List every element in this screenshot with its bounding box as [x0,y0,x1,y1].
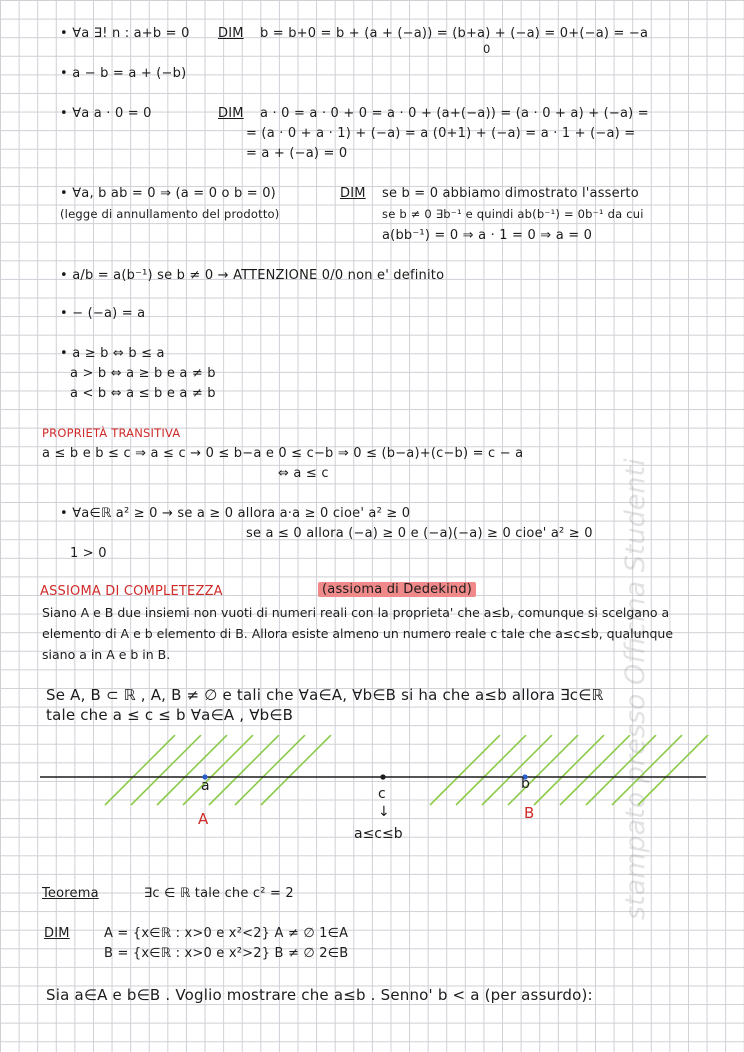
transitive-line-2: ⇔ a ≤ c [278,466,329,481]
null-product-note: (legge di annullamento del prodotto) [60,207,280,221]
proof-opposite-zero: 0 [483,42,491,56]
hatch-stroke [534,735,604,805]
dedekind-figure [0,735,744,865]
prop-order-1: • a ≥ b ⇔ b ≤ a [60,346,165,361]
proof-times-zero-2: = (a · 0 + a · 1) + (−a) = a (0+1) + (−a) = a · 1 + (−a) = [246,126,636,141]
proof-opposite: b = b+0 = b + (a + (−a)) = (b+a) + (−a) = 0+(−a) = −a [260,26,649,41]
theorem-title: Teorema [42,886,99,901]
label-set-a: A [198,810,209,828]
dim-label-3: DIM [340,186,366,201]
prop-times-zero: • ∀a a · 0 = 0 [60,106,152,121]
hatch-stroke [209,735,279,805]
label-inequality: a≤c≤b [354,826,403,842]
label-c: c [378,786,386,802]
axiom-text: Siano A e B due insiemi non vuoti di numeri reali con la proprieta' che a≤b, comunque si scelgano a elemento di A e b elemento di B. Allora esiste almeno un numero reale c tale che a≤c≤b, qualunque siano a in A e b in B. [42,605,674,662]
hatch-stroke [482,735,552,805]
dim-label-2: DIM [218,106,244,121]
prop-order-2: a > b ⇔ a ≥ b e a ≠ b [70,366,216,381]
prop-double-negation: • − (−a) = a [60,306,146,321]
one-positive: 1 > 0 [70,546,107,561]
theorem-set-b: B = {x∈ℝ : x>0 e x²>2} B ≠ ∅ 2∈B [104,946,349,961]
axiom-formal-2: tale che a ≤ c ≤ b ∀a∈A , ∀b∈B [46,706,294,724]
prop-order-3: a < b ⇔ a ≤ b e a ≠ b [70,386,216,401]
hatch-stroke [183,735,253,805]
theorem-statement: ∃c ∈ ℝ tale che c² = 2 [144,886,294,901]
point-c [380,774,385,779]
square-nonneg-2: se a ≤ 0 allora (−a) ≥ 0 e (−a)(−a) ≥ 0 cioe' a² ≥ 0 [246,526,593,541]
hatch-stroke [157,735,227,805]
hatch-stroke [430,735,500,805]
proof-times-zero-1: a · 0 = a · 0 + 0 = a · 0 + (a+(−a)) = (a · 0 + a) + (−a) = [260,106,649,121]
hatch-stroke [560,735,630,805]
hatch-stroke [508,735,578,805]
arrow-down-icon: ↓ [378,804,390,820]
hatch-stroke [105,735,175,805]
watermark: stampato presso Officina Studenti [620,458,651,920]
proof-times-zero-3: = a + (−a) = 0 [246,146,348,161]
dim-label-4: DIM [44,926,70,941]
hatch-stroke [456,735,526,805]
transitive-line-1: a ≤ b e b ≤ c ⇒ a ≤ c → 0 ≤ b−a e 0 ≤ c−b ⇒ 0 ≤ (b−a)+(c−b) = c − a [42,446,524,461]
hatch-stroke [261,735,331,805]
prop-difference: • a − b = a + (−b) [60,66,187,81]
transitive-title: PROPRIETÀ TRANSITIVA [42,426,181,440]
hatch-stroke [638,735,708,805]
set-b-hatch [430,735,708,805]
theorem-set-a: A = {x∈ℝ : x>0 e x²<2} A ≠ ∅ 1∈A [104,926,349,941]
hatch-stroke [131,735,201,805]
axiom-subtitle: (assioma di Dedekind) [318,582,476,597]
prop-division: • a/b = a(b⁻¹) se b ≠ 0 → ATTENZIONE 0/0 non e' definito [60,268,445,283]
prop-opposite: • ∀a ∃! n : a+b = 0 [60,26,190,41]
hatch-stroke [612,735,682,805]
label-b: b [521,776,530,792]
hatch-stroke [235,735,305,805]
set-a-hatch [105,735,331,805]
axiom-title: ASSIOMA DI COMPLETEZZA [40,584,223,599]
prop-null-product: • ∀a, b ab = 0 ⇒ (a = 0 o b = 0) [60,186,276,201]
label-set-b: B [524,804,535,822]
null-product-proof-1: se b = 0 abbiamo dimostrato l'asserto [382,186,639,201]
axiom-formal-1: Se A, B ⊂ ℝ , A, B ≠ ∅ e tali che ∀a∈A, ∀b∈B si ha che a≤b allora ∃c∈ℝ [46,686,604,704]
null-product-proof-2: se b ≠ 0 ∃b⁻¹ e quindi ab(b⁻¹) = 0b⁻¹ da cui [382,207,644,221]
label-a: a [201,778,210,794]
dim-label-1: DIM [218,26,244,41]
hatch-stroke [586,735,656,805]
null-product-proof-3: a(bb⁻¹) = 0 ⇒ a · 1 = 0 ⇒ a = 0 [382,228,593,243]
theorem-proof-start: Sia a∈A e b∈B . Voglio mostrare che a≤b . Senno' b < a (per assurdo): [46,986,593,1004]
square-nonneg-1: • ∀a∈ℝ a² ≥ 0 → se a ≥ 0 allora a·a ≥ 0 cioe' a² ≥ 0 [60,506,411,521]
